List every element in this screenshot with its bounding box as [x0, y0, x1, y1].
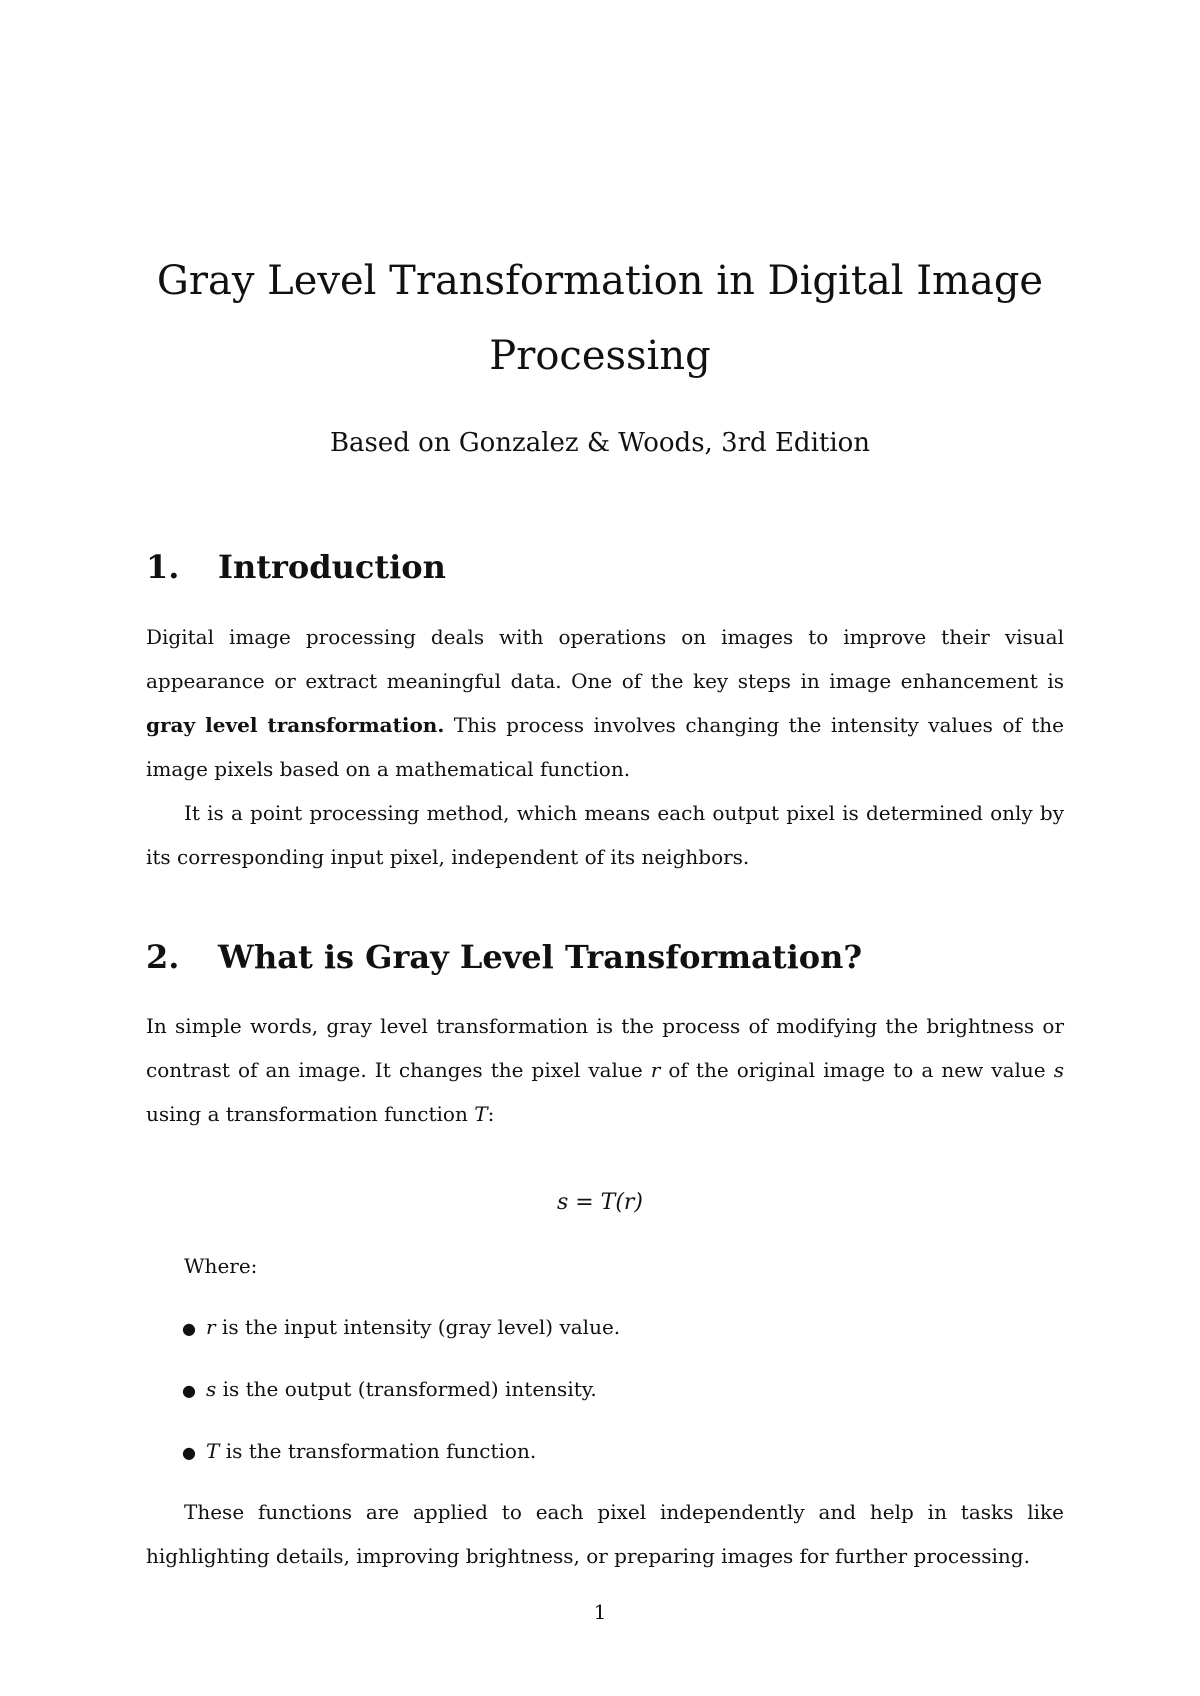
- equation: s = T(r): [556, 1190, 644, 1215]
- emphasis-term: gray level transformation.: [146, 713, 445, 737]
- math-var: r: [206, 1315, 216, 1339]
- math-var: r: [650, 1058, 661, 1082]
- list-item-text: is the input intensity (gray level) value.: [215, 1315, 621, 1339]
- section-2-title: What is Gray Level Transformation?: [218, 938, 863, 976]
- list-item-text: is the transformation function.: [219, 1439, 537, 1463]
- bullet-icon: ●: [182, 1443, 196, 1462]
- paragraph-text: :: [487, 1102, 495, 1126]
- math-var: T: [206, 1439, 220, 1463]
- where-label: Where:: [184, 1254, 258, 1278]
- section-1-paragraph-2: It is a point processing method, which means each output pixel is determined only by its corresponding input pixel, independent of its neighbors.: [146, 801, 1064, 869]
- bullet-icon: ●: [182, 1319, 196, 1338]
- paragraph-text: This process involves changing the intensity values of the image pixels based on a mathematical function.: [146, 713, 1065, 781]
- title-line-1: Gray Level Transformation in Digital Image: [156, 258, 1044, 304]
- section-2-paragraph-1: [146, 1004, 1064, 1136]
- section-1-paragraph-1: [146, 615, 1064, 791]
- bullet-icon: ●: [182, 1381, 196, 1400]
- paragraph-text: using a transformation function: [146, 1102, 475, 1126]
- section-1-title: Introduction: [218, 548, 446, 586]
- paragraph-text: In simple words, gray level transformation is the process of modifying the brightness or contrast of an image. It changes the pixel value: [146, 1014, 1064, 1082]
- paragraph-text: Digital image processing deals with operations on images to improve their visual appearance or extract meaningful data. One of the key steps in image enhancement is: [146, 625, 1064, 693]
- list-item: [182, 1315, 620, 1339]
- paragraph-text: of the original image to a new value: [660, 1058, 1054, 1082]
- subtitle: Based on Gonzalez & Woods, 3rd Edition: [329, 428, 871, 458]
- section-2-heading: [146, 938, 862, 976]
- title-line-2: Processing: [489, 333, 711, 379]
- section-1-number: 1.: [146, 548, 180, 586]
- section-1-heading: [146, 548, 446, 586]
- page-number: 1: [593, 1600, 607, 1624]
- math-var: s: [206, 1377, 217, 1401]
- list-item: [182, 1439, 536, 1463]
- math-var: s: [1053, 1058, 1064, 1082]
- section-2-number: 2.: [146, 938, 180, 976]
- section-2-paragraph-2: These functions are applied to each pixel independently and help in tasks like highlighting details, improving brightness, or preparing images for further processing.: [146, 1500, 1064, 1568]
- list-item: [182, 1377, 597, 1401]
- list-item-text: is the output (transformed) intensity.: [216, 1377, 597, 1401]
- math-var: T: [474, 1102, 488, 1126]
